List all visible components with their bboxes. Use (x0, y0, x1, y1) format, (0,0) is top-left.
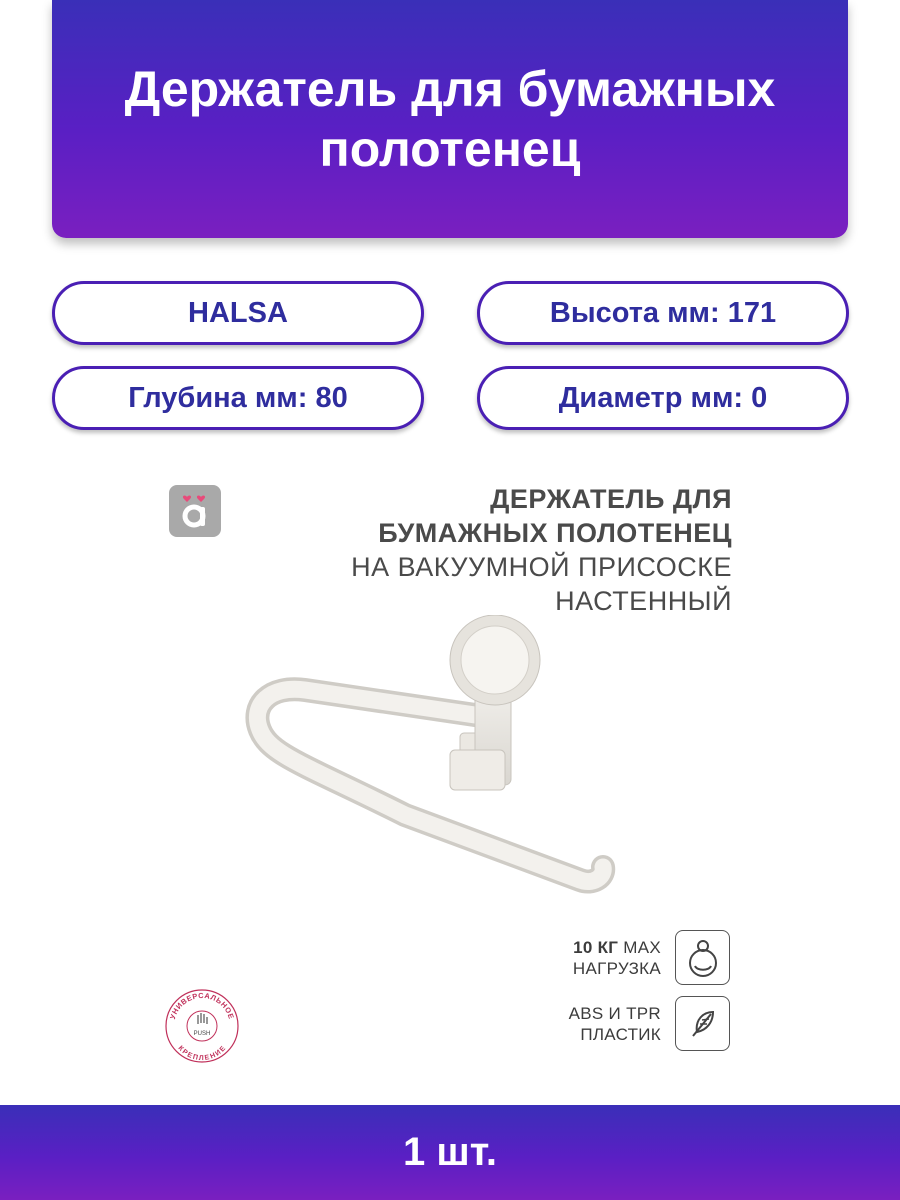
load-max: MAX (623, 937, 661, 957)
brand-logo-icon (169, 485, 221, 537)
hand-icon (198, 1013, 207, 1024)
load-label: НАГРУЗКА (572, 958, 661, 978)
material-line1: ABS И TPR (568, 1003, 661, 1023)
stamp-center-text: PUSH (193, 1031, 211, 1037)
spec-depth (52, 366, 424, 430)
feature-material (569, 996, 730, 1051)
page-title: Держатель для бумажных полотенец (124, 61, 776, 177)
svg-text:УНИВЕРСАЛЬНОЕ (168, 991, 236, 1020)
product-heading-line2: БУМАЖНЫХ ПОЛОТЕНЕЦ (378, 518, 732, 548)
quantity-label: 1 шт. (403, 1130, 497, 1174)
material-line2: ПЛАСТИК (580, 1024, 661, 1044)
stamp-bottom-text: КРЕПЛЕНИЕ (176, 1044, 228, 1063)
brand-logo-mark (175, 491, 215, 531)
product-heading-line4: НАСТЕННЫЙ (555, 586, 732, 616)
feature-material-text (569, 1003, 661, 1045)
spec-brand (52, 281, 424, 345)
feature-load-text (573, 937, 661, 979)
spec-brand-text: HALSA (188, 296, 288, 329)
spec-height (477, 281, 849, 345)
feather-icon (675, 996, 730, 1051)
spec-height-text: Высота мм: 171 (549, 296, 777, 329)
spec-depth-text: Глубина мм: 80 (128, 381, 348, 414)
load-value: 10 КГ (573, 937, 619, 957)
footer-banner (0, 1105, 900, 1200)
product-heading-line1: ДЕРЖАТЕЛЬ ДЛЯ (490, 484, 732, 514)
product-heading-line3: НА ВАКУУМНОЙ ПРИСОСКЕ (351, 552, 732, 582)
product-heading (232, 482, 732, 618)
universal-mount-stamp (164, 988, 240, 1064)
stamp-top-text: УНИВЕРСАЛЬНОЕ (167, 990, 237, 1021)
spec-diameter (477, 366, 849, 430)
spec-diameter-text: Диаметр мм: 0 (558, 381, 768, 414)
svg-text:КРЕПЛЕНИЕ (176, 1045, 227, 1062)
header-banner (52, 0, 848, 238)
product-image (245, 615, 625, 915)
feature-load (573, 930, 730, 985)
weight-icon (675, 930, 730, 985)
